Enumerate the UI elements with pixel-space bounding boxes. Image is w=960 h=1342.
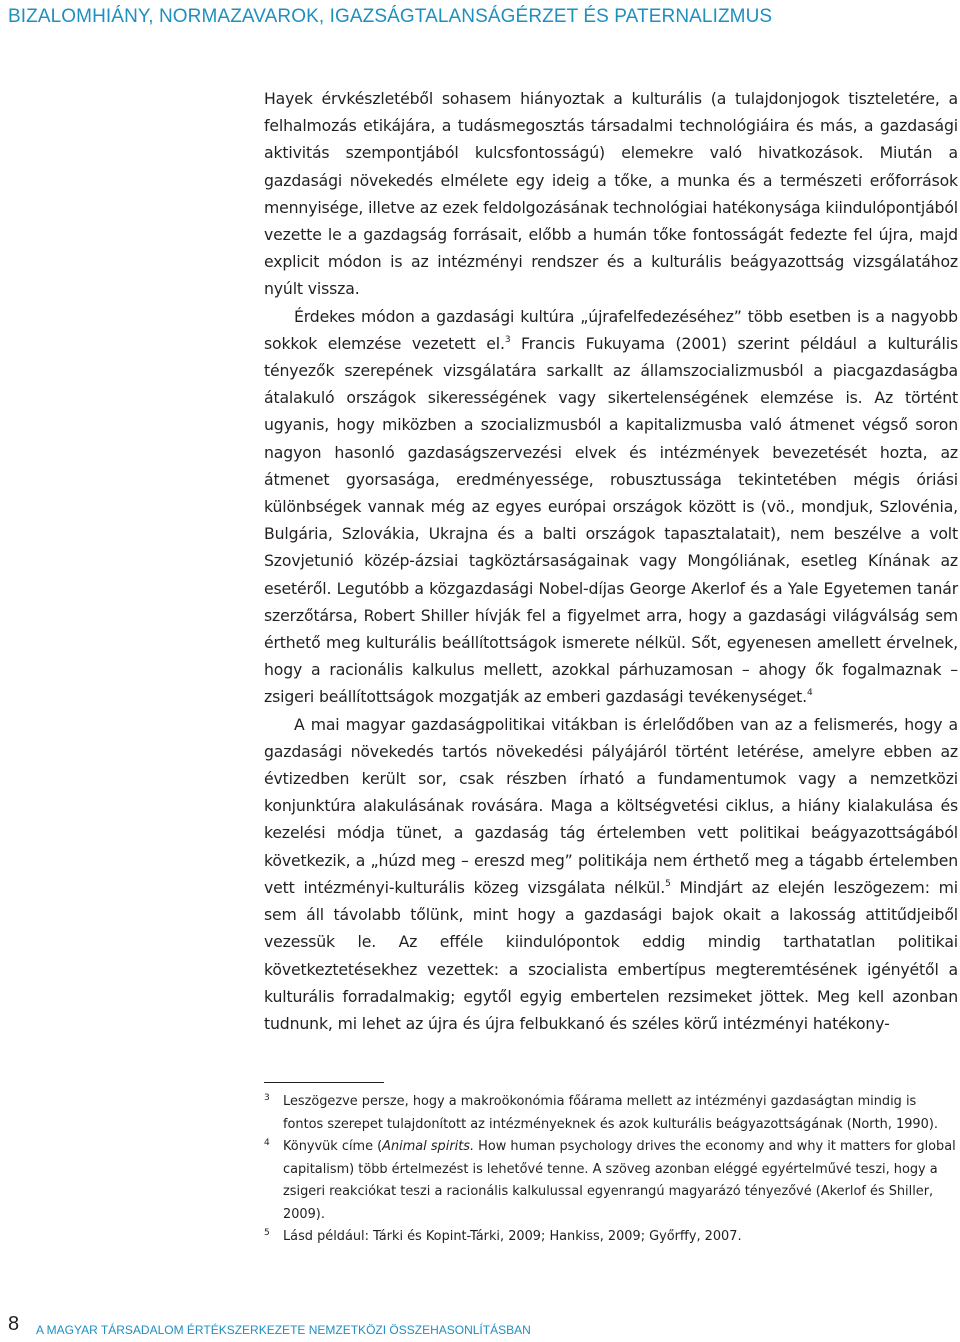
footnote [264,1226,958,1249]
paragraph [264,303,958,711]
paragraph-text: A mai magyar gazdaságpolitikai vitákban is érlelődőben van az a felismerés, hogy a gazdasági növekedés tartós növekedési pályájáról történt letérése, amelyre ebben az évtizedben került sor, csak részben írható a fundamentumok vagy a nemzetközi konjunktúra alakulásának rovására. Maga a költségvetési ciklus, a hiány kialakulása és kezelési módja tünet, a gazdaság tág értelemben vett politikai beágyazottságából következik, a „húzd meg – ereszd meg” politikája nem érthető meg a tágabb értelemben vett intézményi-kulturális közeg vizsgálata nélkül. [264,714,958,897]
footnote-italic-title: Animal spirits. [382,1139,475,1154]
footnote-text: Lásd például: Tárki és Kopint-Tárki, 2009; Hankiss, 2009; Győrffy, 2007. [283,1229,742,1244]
footnote-ref[interactable]: 4 [806,688,813,699]
footnote-number: 3 [264,1093,270,1103]
footnote-ref[interactable]: 5 [665,878,671,889]
paragraph-text: Mindjárt az elején leszögezem: mi sem áll távolabb tőlünk, mint hogy a gazdasági bajok okait a lakosság attitűdjeiből vezessük le. Az efféle kiindulópontok eddig mindig tarthatatlan politikai következtetésekhez vezettek: a szocialista embertípus megteremtésének igényétől a kulturális forradalmakig; egytől egyig embertelen rezsimeket jöttek. Meg kell azonban tudnunk, mi lehet az újra és újra felbukkanó és széles körű intézményi hatékony- [264,877,958,1033]
footnote-text: How human psychology drives the economy and why it matters for global capitalism) több értelmezést is lehetővé tenne. A szöveg azonban eléggé egyértelművé teszi, hogy a zsigeri reakciókat teszi a racionális kalkulussal egyenrangú magyarázó tényezővé (Akerlof és Shiller, 2009). [283,1139,956,1222]
paragraph: Hayek érvkészletéből sohasem hiányoztak a kulturális (a tulajdonjogok tiszteletére, a felhalmozás etikájára, a tudásmegosztás társadalmi technológiáira és más, a gazdasági aktivitás szempontjából kulcsfontosságú) elemekre való hivatkozások. Miután a gazdasági növekedés elmélete egy ideig a tőke, a munka és a természeti erőforrások mennyisége, illetve az ezek feldolgozásának technológiai hatékonysága kiindulópontjából vezette le a gazdagság forrásait, előbb a humán tőke fontosságát fedezte fel újra, majd explicit módon is az intézményi rendszer és a kulturális beágyazottság vizsgálatához nyúlt vissza. [264,89,958,299]
running-footer: A MAGYAR TÁRSADALOM ÉRTÉKSZERKEZETE NEMZETKÖZI ÖSSZEHASONLÍTÁSBAN [36,1323,531,1337]
footnote-number: 4 [264,1138,270,1148]
footnote-text: Könyvük címe ( [283,1139,383,1154]
footnote-number: 5 [264,1228,270,1238]
footnote-text: Leszögezve persze, hogy a makroökonómia főárama mellett az intézményi gazdaságtan mindig is fontos szerepet tulajdonított az intézményeknek és azok kulturális beágyazottságának (North, 1990). [283,1094,938,1132]
footnotes [264,1091,958,1249]
paragraph-text: Francis Fukuyama (2001) szerint például a kulturális tényezők szerepének vizsgálatára sarkallt az államszocializmusból a piacgazdaságba átalakuló országok sikerességének vagy sikertelenségének elemzése is. Az történt ugyanis, hogy miközben a szocializmusból a kapitalizmusba való átmenet végső soron nagyon hasonló gazdaságszervezési elvek és intézmények bevezetését hozta, az átmenet gyorsasága, eredményessége, robusztussága tekintetében mégis óriási különbségek vannak még az egyes európai országok között is (vö., mondjuk, Szlovénia, Bulgária, Szlovákia, Ukrajna és a balti országok tapasztalatait), nem beszélve a volt Szovjetunió közép-ázsiai tagköztársaságainak vagy Mongóliának, esetleg Kínának az esetéről. Legutóbb a közgazdasági Nobel-díjas George Akerlof és a Yale Egyetemen tanár szerzőtársa, Robert Shiller hívják fel a figyelmet arra, hogy a gazdasági világválság sem érthető meg kulturális beállítottságok ismerete nélkül. Sőt, egyenesen amellett érvelnek, hogy a racionális kalkulus mellett, azokkal párhuzamosan – ahogy ők fogalmaznak – zsigeri beállítottságok mozgatják az emberi gazdasági tevékenységet. [264,333,958,707]
paragraph [264,711,958,1037]
body-text [264,85,958,1037]
page-number: 8 [8,1313,20,1335]
footnote-ref[interactable]: 3 [504,334,511,345]
footnote [264,1136,958,1226]
footnote [264,1091,958,1136]
footnote-divider [264,1082,384,1083]
paragraph-text: Érdekes módon a gazdasági kultúra „újrafelfedezéséhez” több esetben is a nagyobb sokkok elemzése vezetett el. [264,306,958,353]
running-header: BIZALOMHIÁNY, NORMAZAVAROK, IGAZSÁGTALANSÁGÉRZET ÉS PATERNALIZMUS [8,6,773,27]
